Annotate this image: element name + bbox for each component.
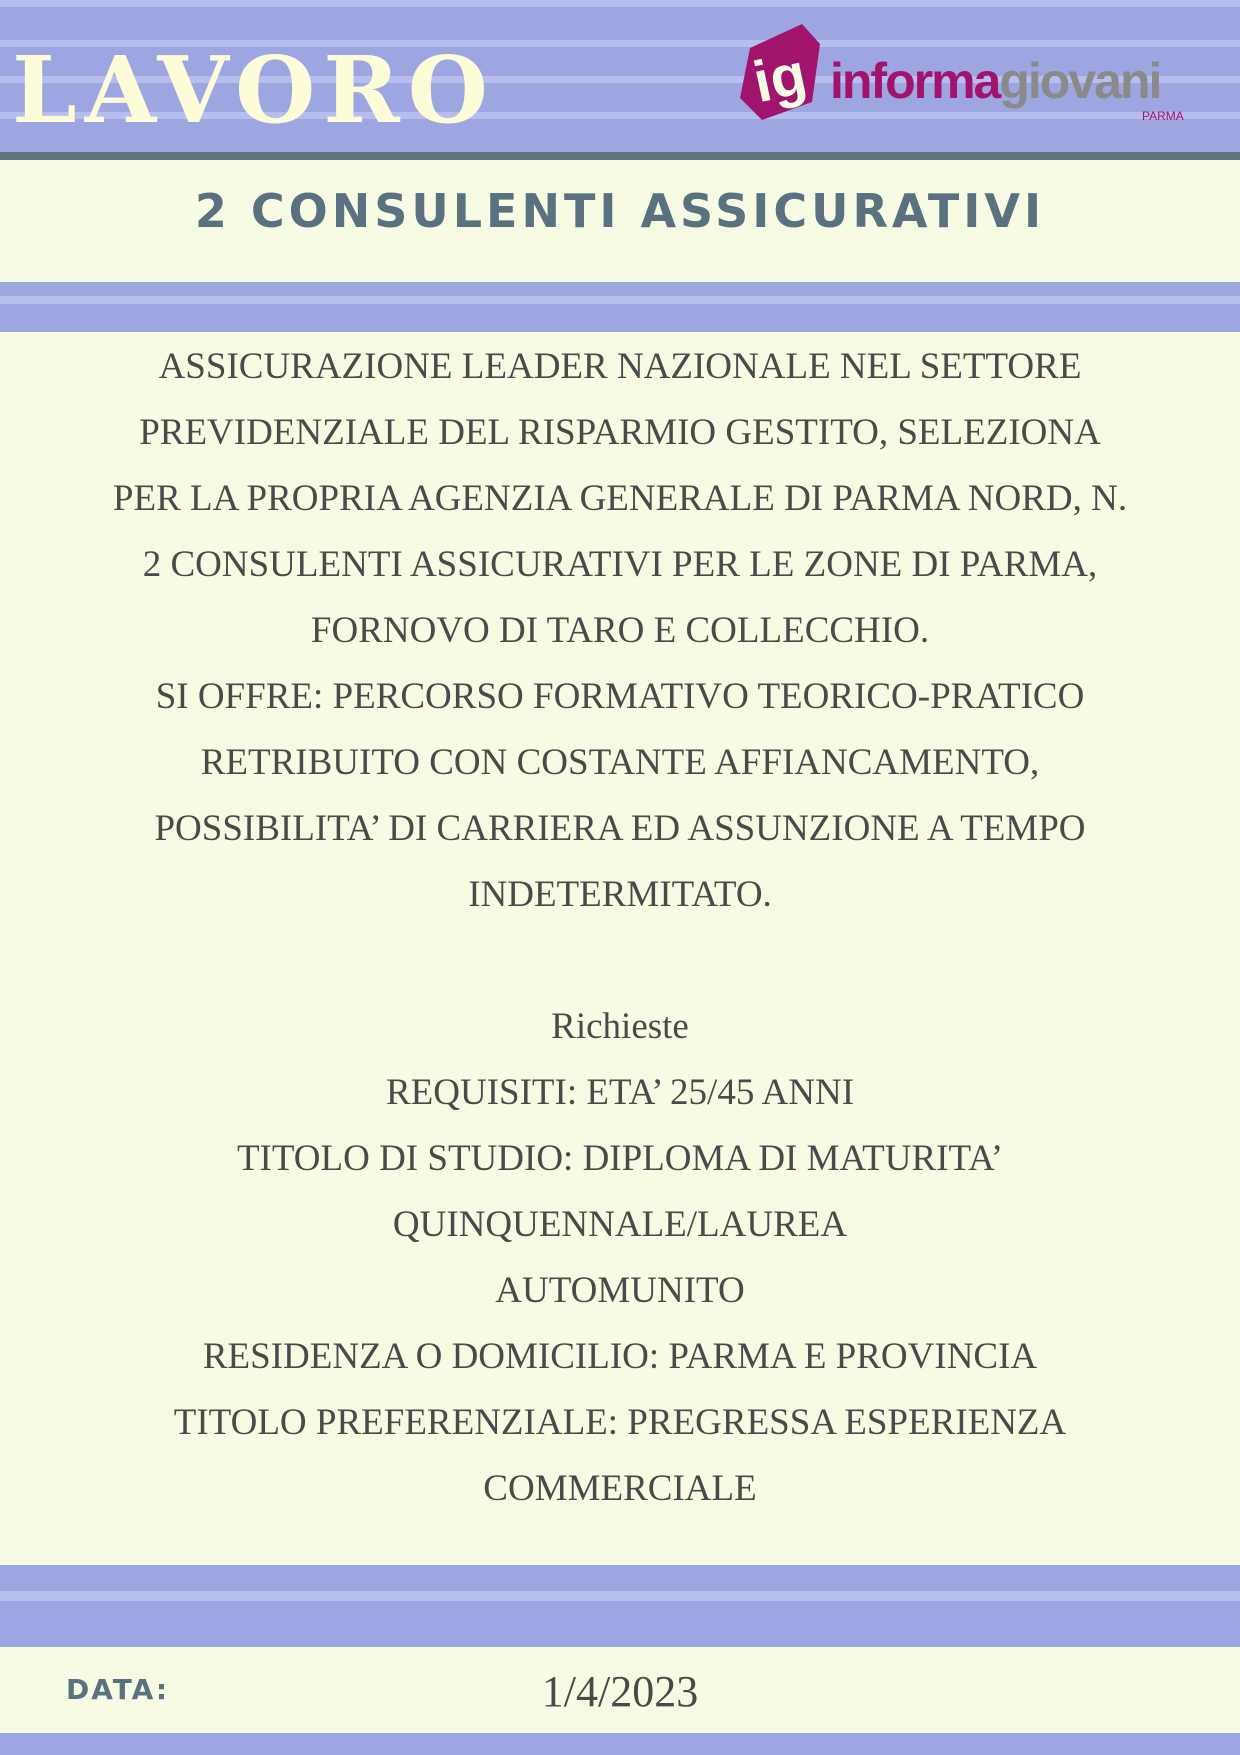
description-line: 2 CONSULENTI ASSICURATIVI PER LE ZONE DI PARMA, (142, 544, 1098, 585)
logo-word-primary: informa (830, 53, 1000, 109)
description-line: SI OFFRE: PERCORSO FORMATIVO TEORICO-PRATICO (155, 676, 1085, 717)
job-description (20, 334, 1220, 1522)
description-line: PER LA PROPRIA AGENZIA GENERALE DI PARMA NORD, N. (112, 478, 1128, 519)
description-line: PREVIDENZIALE DEL RISPARMIO GESTITO, SELEZIONA (139, 412, 1101, 453)
description-line: INDETERMITATO. (468, 874, 772, 915)
requirement-line: RESIDENZA O DOMICILIO: PARMA E PROVINCIA (202, 1336, 1038, 1377)
header-band (0, 0, 1240, 152)
logo-wordmark (830, 53, 1161, 109)
date-value: 1/4/2023 (541, 1667, 699, 1716)
description-line: POSSIBILITA’ DI CARRIERA ED ASSUNZIONE A TEMPO (154, 808, 1086, 849)
band-stripe (0, 296, 1240, 304)
header-divider (0, 152, 1240, 160)
date-label: DATA: (66, 1673, 170, 1706)
footer-band (0, 1565, 1240, 1647)
requirement-line: TITOLO DI STUDIO: DIPLOMA DI MATURITA’ (236, 1138, 1004, 1179)
title-divider-band (0, 282, 1240, 332)
requirement-line: QUINQUENNALE/LAUREA (392, 1204, 848, 1245)
description-line: ASSICURAZIONE LEADER NAZIONALE NEL SETTORE (158, 346, 1082, 387)
header-stripe (0, 0, 1240, 7)
category-title: LAVORO (12, 36, 496, 144)
description-line: FORNOVO DI TARO E COLLECCHIO. (310, 610, 930, 651)
logo-word-secondary: giovani (999, 53, 1161, 109)
description-line: RETRIBUITO CON COSTANTE AFFIANCAMENTO, (200, 742, 1040, 783)
paragraph-spacer (20, 928, 1220, 994)
job-title: 2 CONSULENTI ASSICURATIVI (194, 184, 1046, 238)
logo-ig-mark (732, 18, 824, 122)
requirements-heading: Richieste (551, 1006, 689, 1047)
requirement-line: AUTOMUNITO (495, 1270, 745, 1311)
bottom-band (0, 1733, 1240, 1755)
informagiovani-logo (728, 14, 1198, 124)
requirement-line: TITOLO PREFERENZIALE: PREGRESSA ESPERIENZA (173, 1402, 1067, 1443)
requirement-line: COMMERCIALE (483, 1468, 757, 1509)
logo-city: PARMA (1142, 109, 1184, 123)
svg-text:ig: ig (747, 40, 812, 116)
requirement-line: REQUISITI: ETA’ 25/45 ANNI (385, 1072, 855, 1113)
band-stripe (0, 1591, 1240, 1601)
